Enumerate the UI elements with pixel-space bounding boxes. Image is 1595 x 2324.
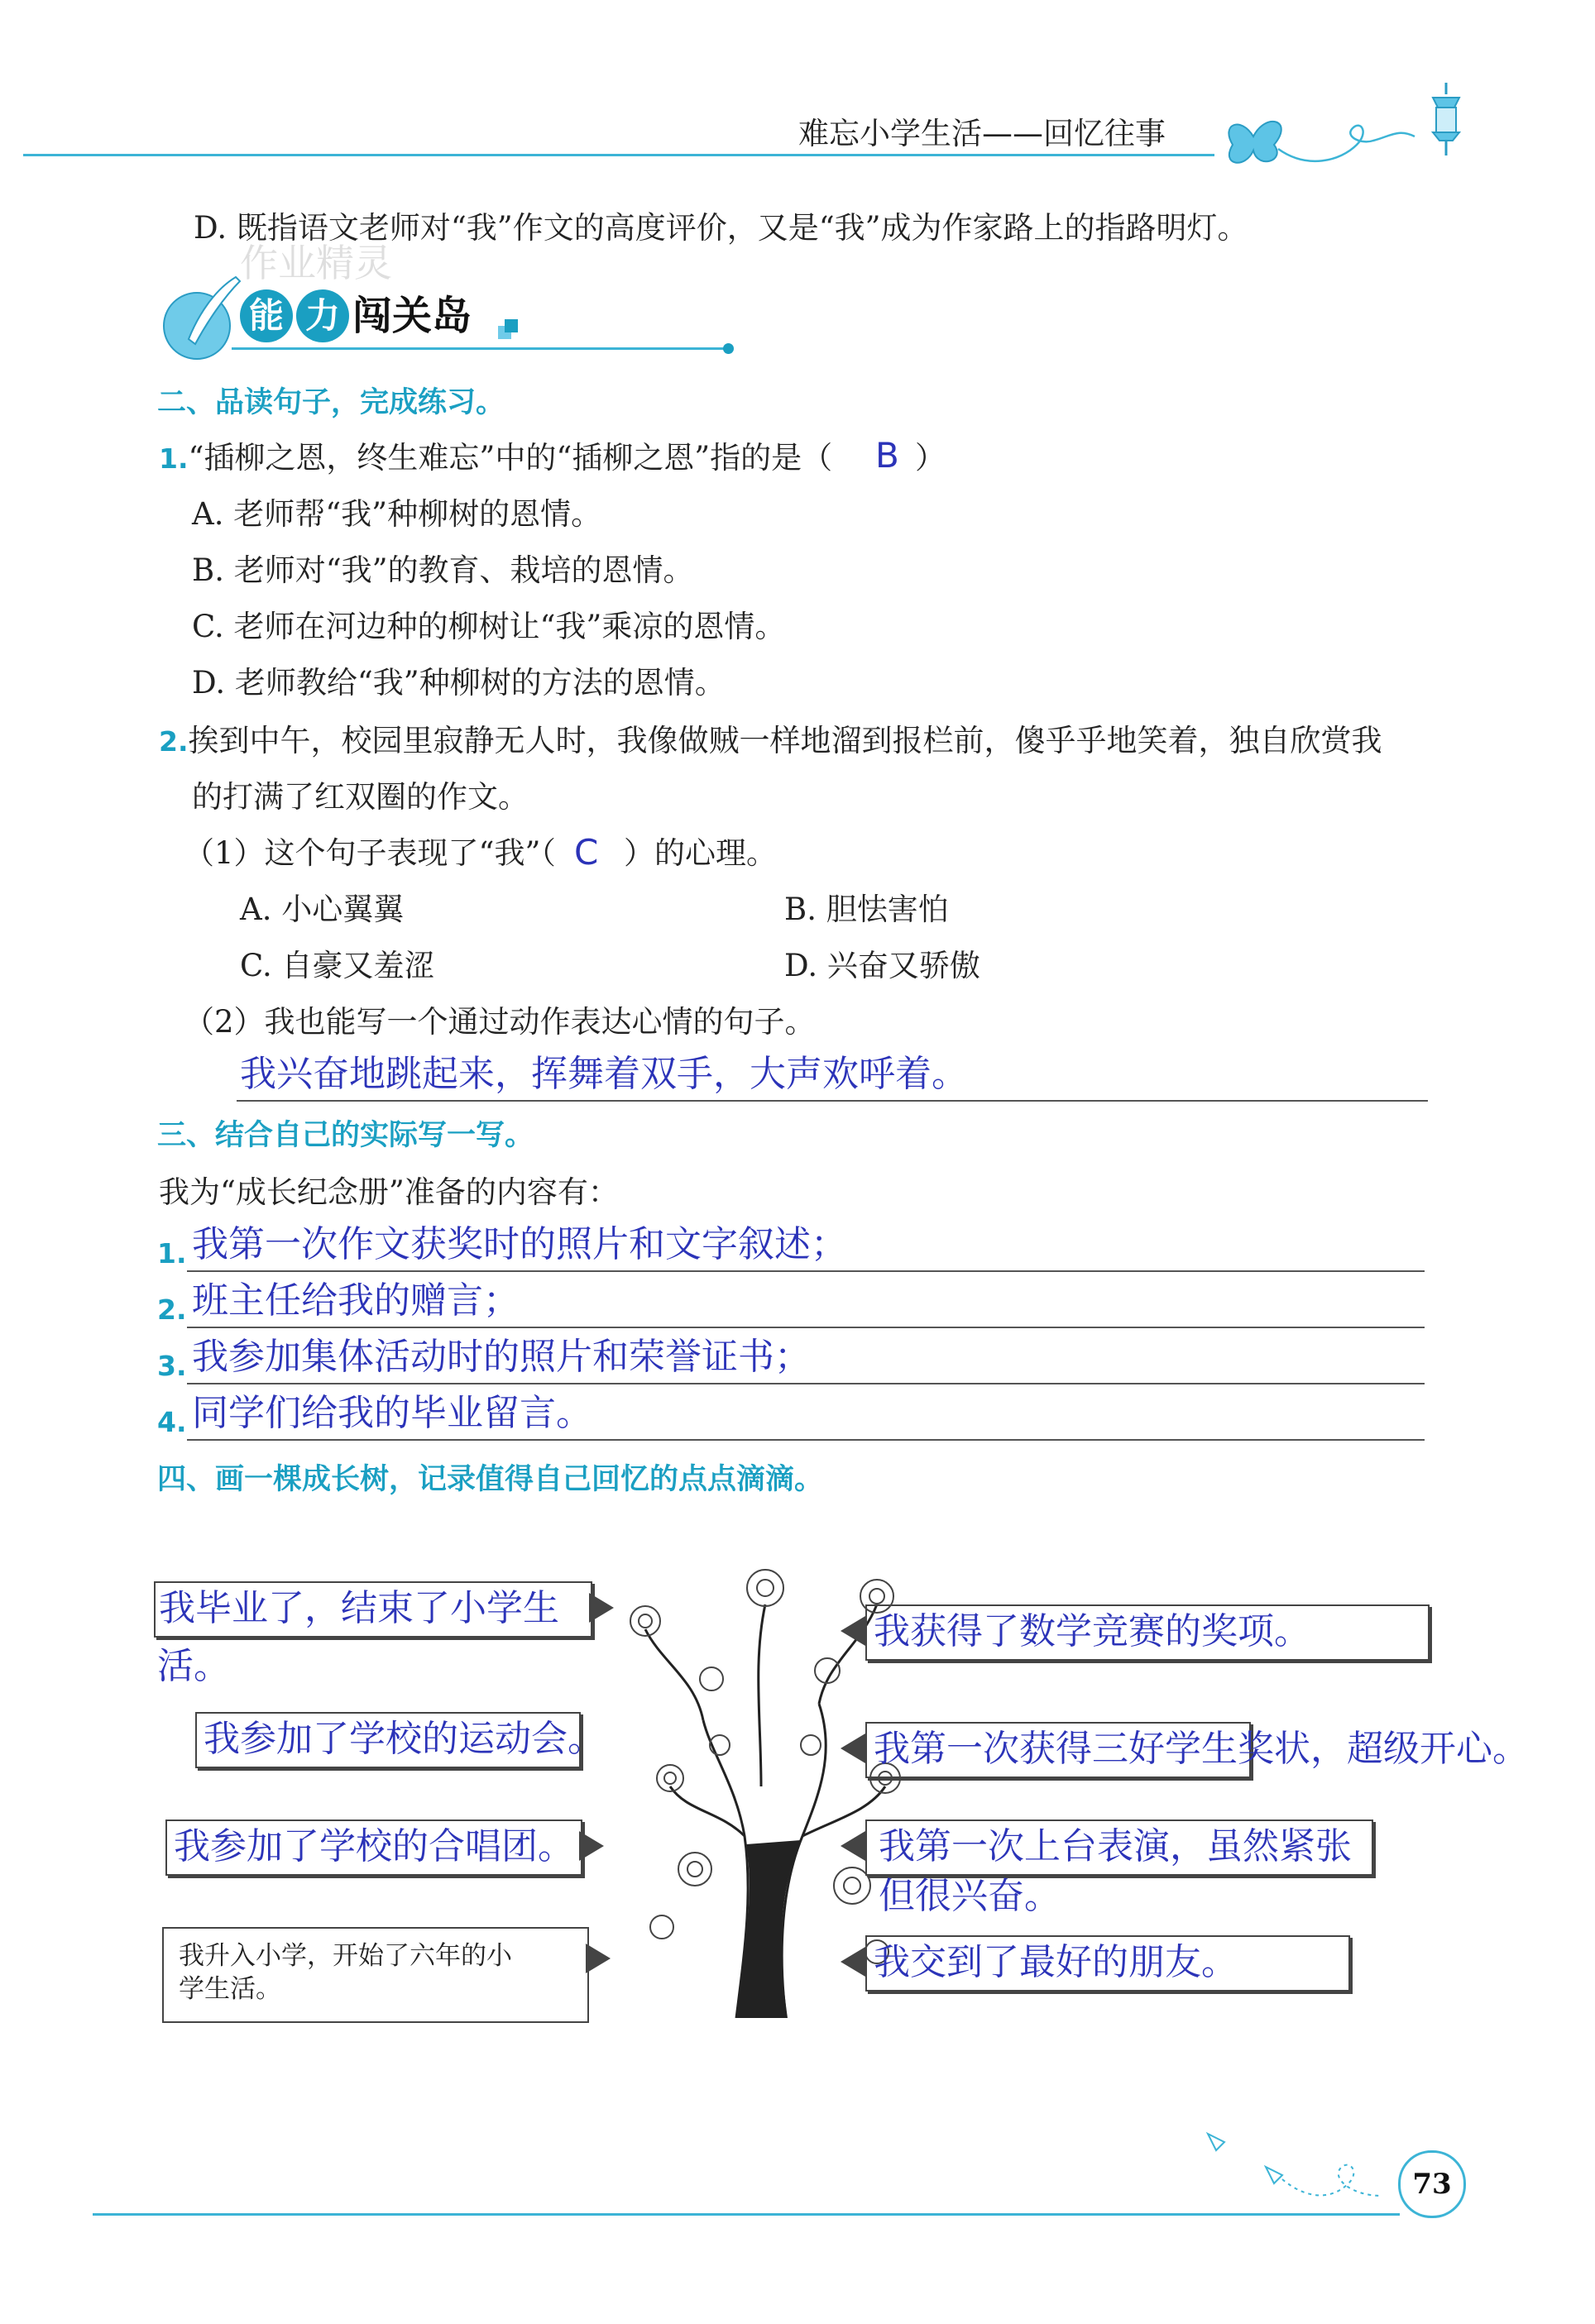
tree-left-box-4[interactable] — [162, 1927, 589, 2023]
list-item-line — [187, 1216, 1425, 1272]
tree-right-box-4-text: 我交到了最好的朋友。 — [874, 1941, 1238, 1983]
question-2-option-c: C. 自豪又羞涩 — [240, 948, 435, 983]
list-item-number: 4. — [157, 1406, 187, 1438]
lantern-icon — [1421, 83, 1471, 157]
question-2-sub-1: （1）这个句子表现了“我”（ — [184, 835, 556, 871]
list-item-text: 我第一次作文获奖时的照片和文字叙述； — [192, 1223, 847, 1265]
tree-left-box-4-line-1: 我升入小学，开始了六年的小 — [179, 1941, 512, 1971]
pointer-arrow-icon — [841, 1733, 865, 1763]
footer-rule — [93, 2213, 1400, 2216]
page-number: 73 — [1398, 2150, 1466, 2218]
question-2-line-1 — [159, 723, 1382, 760]
bird-swirl-decoration — [1191, 2117, 1406, 2216]
question-1 — [159, 440, 832, 477]
section-3-heading: 三、结合自己的实际写一写。 — [157, 1119, 534, 1152]
question-1-option-d: D. 老师教给“我”种柳树的方法的恩情。 — [192, 665, 726, 701]
question-2-number: 2. — [159, 725, 189, 758]
pointer-arrow-icon — [586, 1944, 611, 1973]
tree-left-box-4-line-2: 学生活。 — [179, 1974, 281, 2004]
question-2-option-d: D. 兴奋又骄傲 — [784, 948, 980, 983]
tree-right-box-3-continued: 但很兴奋。 — [879, 1875, 1061, 1917]
list-item[interactable] — [157, 1384, 1428, 1441]
question-2-sub-2-answer-line[interactable] — [237, 1050, 1428, 1102]
tree-right-box-1[interactable] — [865, 1604, 1430, 1661]
tree-right-box-2-text: 我第一次获得三好学生奖状，超级开心。 — [874, 1728, 1529, 1770]
question-2-sub-1-answer[interactable]: C — [574, 832, 599, 873]
pointer-arrow-icon — [841, 1616, 865, 1646]
list-item-line — [187, 1328, 1425, 1384]
pointer-arrow-icon — [841, 1831, 865, 1861]
question-2-option-b: B. 胆怯害怕 — [784, 892, 949, 927]
tree-left-box-3-text: 我参加了学校的合唱团。 — [174, 1825, 574, 1867]
header-rule — [23, 154, 1214, 156]
question-2-option-a: A. 小心翼翼 — [240, 892, 405, 927]
question-1-answer[interactable]: B — [875, 435, 899, 476]
banner-square-icon — [505, 319, 518, 332]
pointer-arrow-icon — [579, 1831, 604, 1861]
section-3-intro: 我为“成长纪念册”准备的内容有： — [159, 1174, 619, 1210]
watermark: 作业精灵 — [240, 241, 392, 285]
list-item-number: 2. — [157, 1294, 187, 1326]
list-item[interactable] — [157, 1216, 1428, 1272]
question-2-line-2: 的打满了红双圈的作文。 — [192, 779, 529, 815]
tree-right-box-1-text: 我获得了数学竞赛的奖项。 — [874, 1610, 1310, 1652]
question-1-option-c: C. 老师在河边种的柳树让“我”乘凉的恩情。 — [192, 609, 786, 644]
list-item-line — [187, 1272, 1425, 1328]
list-item[interactable] — [157, 1272, 1428, 1328]
tree-left-box-3[interactable] — [165, 1820, 582, 1876]
question-2-sub-1-tail: ）的心理。 — [624, 835, 777, 871]
question-1-close-paren: ） — [915, 440, 946, 476]
list-item-text: 班主任给我的赠言； — [192, 1279, 520, 1322]
section-4-heading: 四、画一棵成长树，记录值得自己回忆的点点滴滴。 — [157, 1463, 824, 1496]
question-2-sub-2: （2）我也能写一个通过动作表达心情的句子。 — [184, 1004, 816, 1040]
tree-right-box-3[interactable] — [865, 1820, 1373, 1876]
question-1-option-b: B. 老师对“我”的教育、栽培的恩情。 — [192, 552, 694, 588]
tree-right-box-4[interactable] — [865, 1935, 1350, 1992]
previous-option-d: D. 既指语文老师对“我”作文的高度评价，又是“我”成为作家路上的指路明灯。 — [194, 210, 1248, 246]
question-1-stem: “插柳之恩，终生难忘”中的“插柳之恩”指的是（ — [188, 440, 833, 476]
question-1-number: 1. — [159, 442, 189, 475]
question-1-option-a: A. 老师帮“我”种柳树的恩情。 — [192, 496, 602, 532]
brush-icon — [157, 273, 248, 364]
pointer-arrow-icon — [589, 1593, 614, 1623]
section-2-heading: 二、品读句子，完成练习。 — [157, 386, 505, 419]
list-item-number: 1. — [157, 1237, 187, 1270]
banner-char-2: 力 — [296, 289, 349, 342]
tree-right-box-2[interactable] — [865, 1722, 1529, 1778]
banner-rule — [232, 347, 728, 350]
list-item[interactable] — [157, 1328, 1428, 1384]
list-item-text: 同学们给我的毕业留言。 — [192, 1392, 592, 1434]
tree-right-box-3-text: 我第一次上台表演，虽然紧张 — [879, 1825, 1352, 1867]
butterfly-icon — [1216, 99, 1431, 182]
tree-left-box-1-continued: 活。 — [157, 1645, 230, 1687]
tree-left-box-2[interactable] — [195, 1712, 604, 1768]
question-2-text: 挨到中午，校园里寂静无人时，我像做贼一样地溜到报栏前，傻乎乎地笑着，独自欣赏我 — [188, 723, 1382, 758]
banner-rule-dot — [723, 343, 734, 354]
pointer-arrow-icon — [841, 1947, 865, 1977]
tree-left-box-2-text: 我参加了学校的运动会。 — [204, 1718, 604, 1760]
banner-char-1: 能 — [240, 289, 293, 342]
list-item-line — [187, 1384, 1425, 1441]
tree-left-box-1[interactable] — [154, 1581, 592, 1638]
chapter-title: 难忘小学生活——回忆往事 — [798, 116, 1166, 151]
list-item-text: 我参加集体活动时的照片和荣誉证书； — [192, 1336, 811, 1378]
tree-left-box-1-text: 我毕业了，结束了小学生 — [159, 1587, 559, 1629]
banner-title: 闯关岛 — [352, 293, 472, 339]
question-2-sub-2-answer: 我兴奋地跳起来，挥舞着双手，大声欢呼着。 — [240, 1053, 968, 1095]
list-item-number: 3. — [157, 1350, 187, 1382]
